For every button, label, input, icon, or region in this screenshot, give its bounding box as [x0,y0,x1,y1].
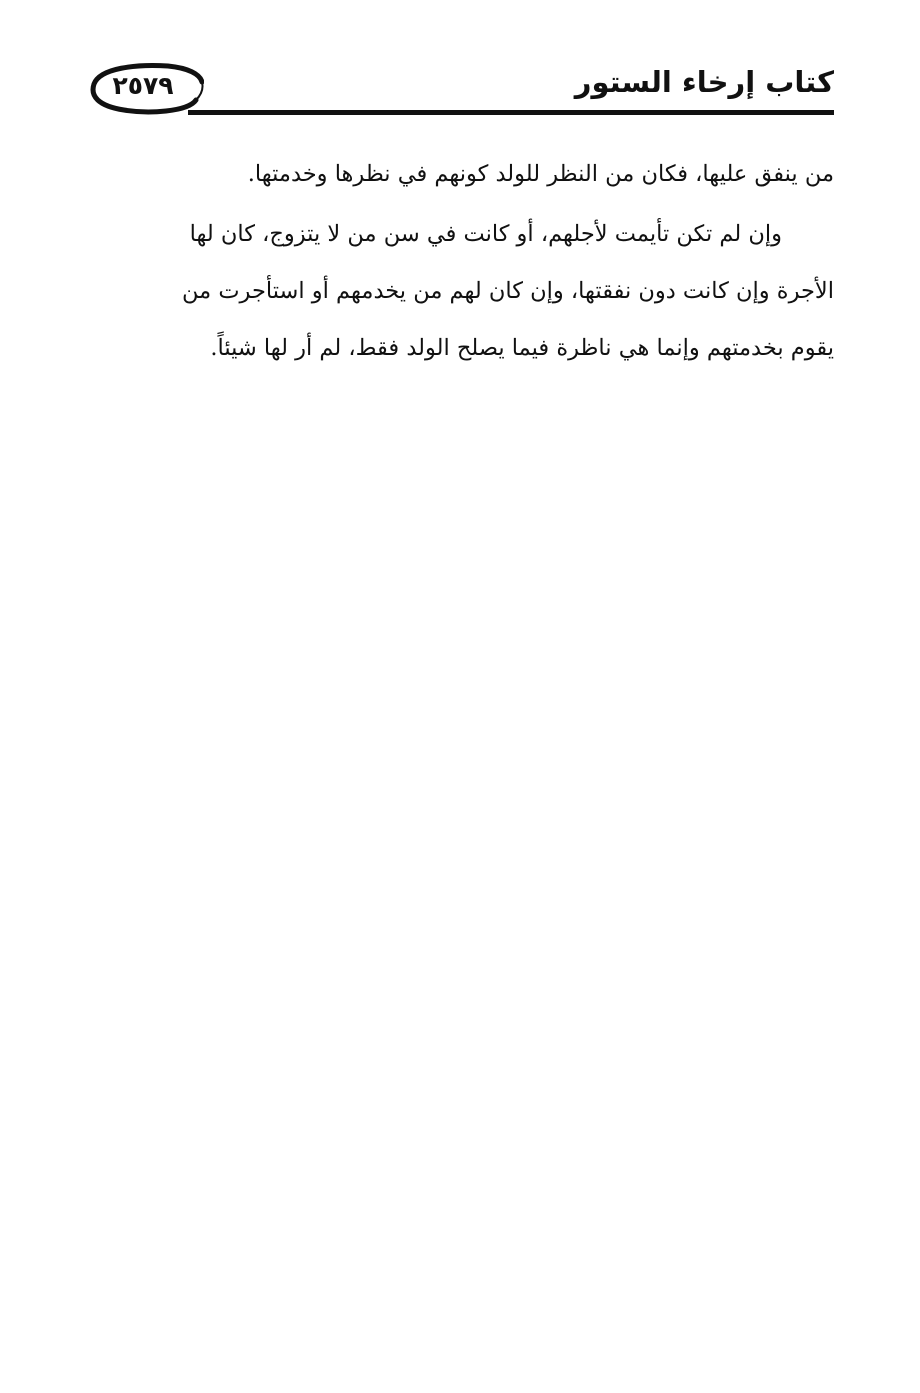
page-body [92,146,834,377]
page-number: ٢٥٧٩ [112,71,174,100]
paragraph-2-line-2: الأجرة وإن كانت دون نفقتها، وإن كان لهم من يخدمهم أو استأجرت من [182,278,834,304]
paragraph-2-line-1: وإن لم تكن تأيمت لأجلهم، أو كانت في سن من لا يتزوج، كان لها [189,221,782,247]
page-header [88,52,834,122]
paragraph-1-line-1: من ينفق عليها، فكان من النظر للولد كونهم في نظرها وخدمتها. [247,161,834,187]
page-number-badge [88,60,204,112]
header-rule [188,110,834,115]
paragraph-2-line-3: يقوم بخدمتهم وإنما هي ناظرة فيما يصلح الولد فقط، لم أر لها شيئاً. [210,335,834,361]
running-title: كتاب إرخاء الستور [574,65,834,99]
